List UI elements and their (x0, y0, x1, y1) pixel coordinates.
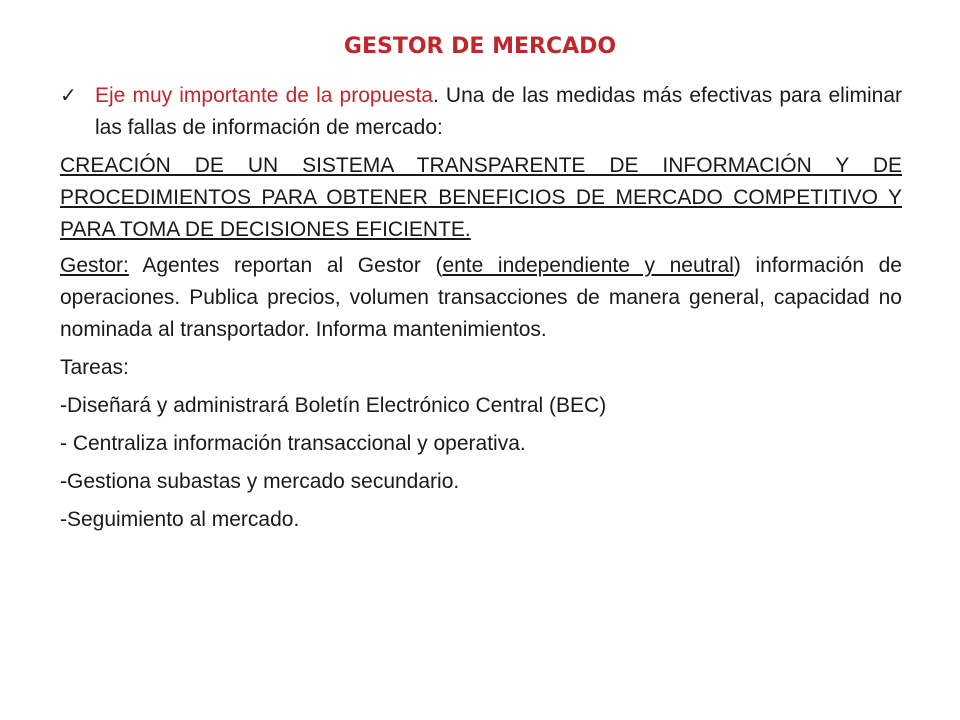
creation-paragraph: CREACIÓN DE UN SISTEMA TRANSPARENTE DE INFORMACIÓN Y DE PROCEDIMIENTOS PARA OBTENER BENEFICIOS DE MERCADO COMPETITIVO Y PARA TOMA DE DECISIONES EFICIENTE. (60, 154, 902, 241)
intro-bullet (60, 80, 902, 144)
task-item: -Gestiona subastas y mercado secundario. (60, 470, 460, 493)
gestor-paragraph (60, 250, 902, 346)
intro-period: . (432, 84, 439, 107)
gestor-underlined-text: ente independiente y neutral (442, 254, 734, 277)
slide-title: GESTOR DE MERCADO (343, 34, 617, 59)
gestor-text-before: Agentes reportan al Gestor ( (128, 254, 443, 277)
gestor-label: Gestor: (60, 254, 129, 277)
gestor-text-after: ) información de operaciones. Publica precios, volumen transacciones de manera general, capacidad no nominada al transportador. Informa mantenimientos. (60, 254, 902, 341)
intro-lead-text: Eje muy importante de la propuesta (95, 84, 433, 107)
task-item: - Centraliza información transaccional y operativa. (60, 432, 526, 455)
tasks-heading: Tareas: (60, 356, 129, 379)
task-item: -Seguimiento al mercado. (60, 508, 300, 531)
task-item: -Diseñará y administrará Boletín Electrónico Central (BEC) (60, 394, 607, 417)
intro-rest-text: Una de las medidas más efectivas para eliminar las fallas de información de mercado: (95, 84, 902, 139)
checkmark-icon: ✓ (60, 85, 77, 107)
slide-content (60, 80, 902, 536)
